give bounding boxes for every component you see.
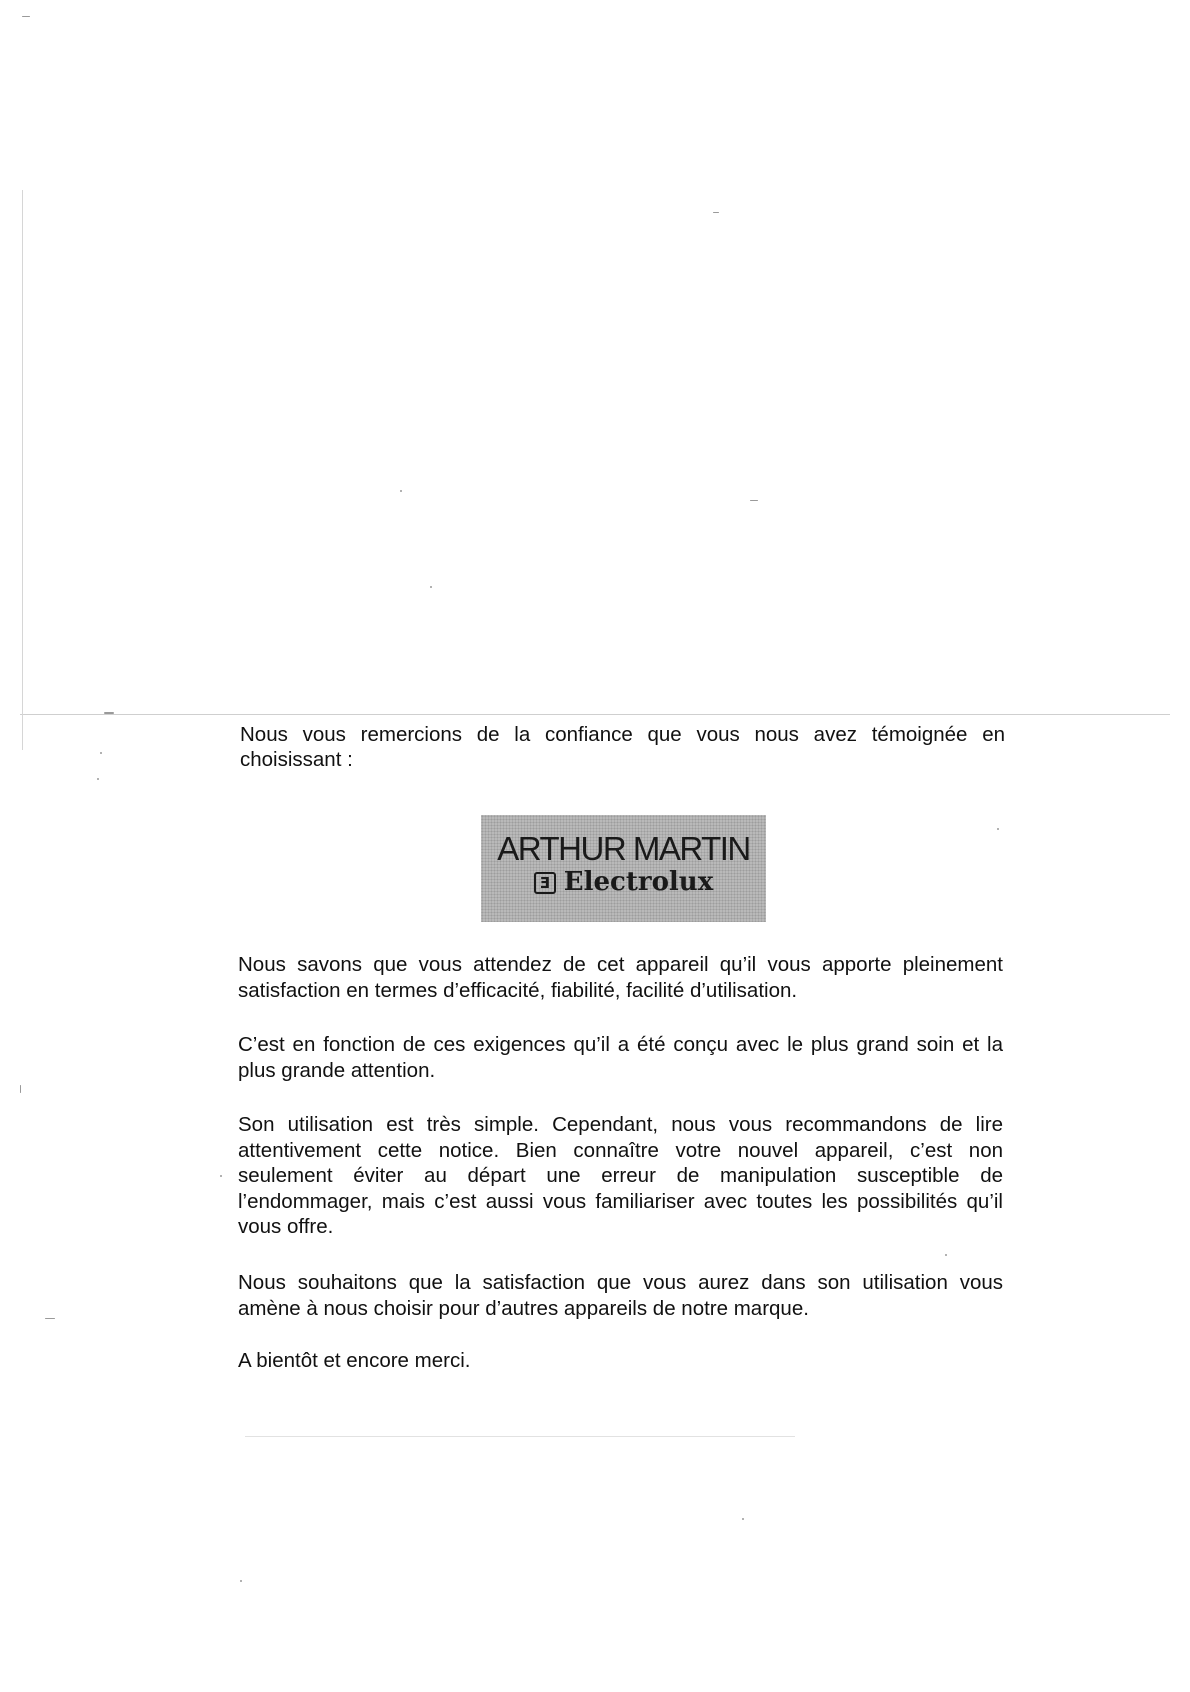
scan-artifact-speck — [997, 828, 999, 830]
scan-artifact-speck — [100, 752, 102, 754]
scan-artifact-speck — [945, 1254, 947, 1256]
logo-sub-brand-text: Electrolux — [563, 867, 714, 897]
scan-artifact-speck — [400, 490, 402, 492]
scan-artifact-speck — [240, 1580, 242, 1582]
scan-artifact-speck — [713, 212, 719, 213]
paragraph-satisfaction: Nous savons que vous attendez de cet appareil qu’il vous apporte pleinement satisfaction en termes d’efficacité, fiabilité, facilité d’utilisation. — [238, 953, 1003, 1002]
paragraph-design: C’est en fonction de ces exigences qu’il a été conçu avec le plus grand soin et la plus grande attention. — [238, 1033, 1003, 1082]
scan-artifact-line — [245, 1436, 795, 1437]
scan-artifact-speck — [750, 500, 758, 501]
arthur-martin-electrolux-logo — [481, 815, 766, 922]
scan-artifact-speck — [430, 586, 432, 588]
scan-artifact-speck — [220, 1175, 222, 1177]
logo-sub-brand — [481, 867, 766, 897]
paragraph-usage: Son utilisation est très simple. Cependant, nous vous recommandons de lire attentivement cette notice. Bien connaître votre nouvel appareil, c’est non seulement éviter au départ une erreur de manipulation susceptible de l’endommager, mais c’est aussi vous familiariser avec toutes les possibilités qu’il vous offre. — [238, 1113, 1003, 1238]
paragraph-closing: A bientôt et encore merci. — [238, 1349, 471, 1372]
scan-artifact-speck — [22, 16, 30, 17]
electrolux-logo-icon: Ǝ — [534, 872, 556, 894]
scan-artifact-speck — [742, 1518, 744, 1520]
intro-text: Nous vous remercions de la confiance que vous nous avez témoignée en choisissant : — [240, 723, 1005, 771]
scan-artifact-speck — [45, 1318, 55, 1319]
logo-brand-text: ARTHUR MARTIN — [497, 830, 750, 867]
scan-artifact-speck — [97, 778, 99, 780]
scan-artifact-speck — [104, 712, 114, 714]
scan-artifact-speck — [20, 1085, 21, 1093]
paragraph-wish: Nous souhaitons que la satisfaction que vous aurez dans son utilisation vous amène à nous choisir pour d’autres appareils de notre marque. — [238, 1271, 1003, 1320]
scan-artifact-line — [20, 714, 1170, 715]
scan-artifact-vline — [22, 190, 23, 750]
